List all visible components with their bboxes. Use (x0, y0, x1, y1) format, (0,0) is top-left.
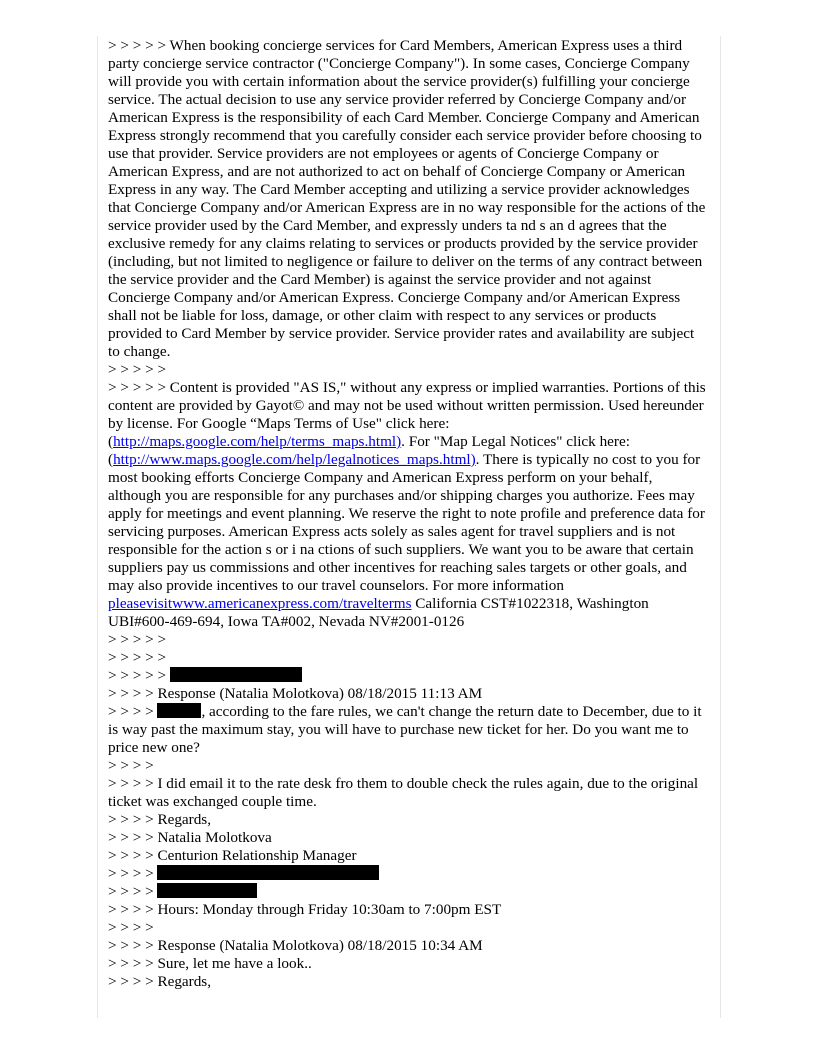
redacted-name-block (157, 703, 201, 718)
quote-prefix: > > > > > (108, 667, 170, 684)
content-text-part-2: . For "Map Legal Notices" click here: ( (108, 433, 630, 468)
quote-blank-line: > > > > (108, 919, 154, 936)
quote-prefix: > > > > (108, 865, 158, 882)
signature-title: > > > > Centurion Relationship Manager (108, 847, 357, 864)
content-disclaimer-paragraph (108, 379, 708, 631)
rate-desk-line: > > > > I did email it to the rate desk fro them to double check the rules again, due to the original ticket was exchanged couple time. (108, 775, 699, 810)
redacted-signature-line (108, 865, 708, 883)
quote-blank-line: > > > > > (108, 649, 167, 666)
redacted-quote-line (108, 667, 708, 685)
quote-prefix: > > > > (108, 883, 158, 900)
hours-line: > > > > Hours: Monday through Friday 10:30am to 7:00pm EST (108, 901, 502, 918)
travel-terms-link[interactable]: pleasevisitwww.americanexpress.com/travelterms (108, 595, 412, 612)
email-document (108, 37, 708, 991)
quote-blank-line: > > > > (108, 757, 154, 774)
quote-prefix: > > > > (108, 703, 158, 720)
content-text-part-3: . There is typically no cost to you for most booking efforts Concierge Company and American Express perform on your behalf, although you are responsible for any purchases and/or shipping charges you authorize. Fees may apply for meetings and event planning. We reserve the right to note profile and preference data for servicing purposes. American Express acts solely as sales agent for travel suppliers and is not responsible for the action s or i na ctions of such suppliers. We want you to be aware that certain suppliers pay us commissions and other incentives for reaching sales targets or other goals, and may also provide incentives to our travel counselors. For more information (108, 451, 705, 594)
redaction-block (157, 865, 379, 880)
content-text-part-1: > > > > > Content is provided "AS IS," without any express or implied warranties. Portions of this content are provided by Gayot© and may not be used without written permission. Used hereunder by license. For Google “Maps Terms of Use" click here: ( (108, 379, 706, 450)
content-text-part-4: California CST#1022318, Washington UBI#600-469-694, Iowa TA#002, Nevada NV#2001-0126 (108, 595, 649, 630)
maps-terms-link[interactable]: http://maps.google.com/help/terms_maps.html) (113, 433, 402, 450)
regards-line: > > > > Regards, (108, 973, 212, 990)
redacted-signature-line (108, 883, 708, 901)
signature-name: > > > > Natalia Molotkova (108, 829, 272, 846)
redaction-block (157, 883, 257, 898)
response-header: > > > > Response (Natalia Molotkova) 08/18/2015 10:34 AM (108, 937, 483, 954)
quote-blank-line: > > > > > (108, 361, 167, 378)
concierge-disclaimer-paragraph: > > > > > When booking concierge services for Card Members, American Express uses a third party concierge service contractor ("Concierge Company"). In some cases, Concierge Company will provide you with certain information about the service provider(s) fulfilling your concierge service. The actual decision to use any service provider referred by Concierge Company and/or American Express is the responsibility of each Card Member. Concierge Company and American Express strongly recommend that you carefully consider each service provider before choosing to use that provider. Service providers are not employees or agents of Concierge Company or American Express, and are not authorized to act on behalf of Concierge Company or American Express in any way. The Card Member accepting and utilizing a service provider acknowledges that Concierge Company and/or American Express are in no way responsible for the actions of the service provider used by the Card Member, and expressly unders ta nd s an d agrees that the exclusive remedy for any claims relating to services or products provided by the service provider (including, but not limited to negligence or failure to deliver on the terms of any contract between the service provider and the Card Member) is against the service provider and not against Concierge Company and/or American Express. Concierge Company and/or American Express shall not be liable for loss, damage, or other claim with respect to any services or products provided to Card Member by service provider. Service provider rates and availability are subject to change. (108, 37, 706, 360)
redaction-block (170, 667, 302, 682)
response-body (108, 703, 708, 757)
response-body: > > > > Sure, let me have a look.. (108, 955, 312, 972)
response-body-text: , according to the fare rules, we can't change the return date to December, due to it is way past the maximum stay, you will have to purchase new ticket for her. Do you want me to price new one? (108, 703, 702, 756)
legal-notices-link[interactable]: http://www.maps.google.com/help/legalnotices_maps.html) (113, 451, 476, 468)
quote-blank-line: > > > > > (108, 631, 167, 648)
response-header: > > > > Response (Natalia Molotkova) 08/18/2015 11:13 AM (108, 685, 483, 702)
regards-line: > > > > Regards, (108, 811, 212, 828)
